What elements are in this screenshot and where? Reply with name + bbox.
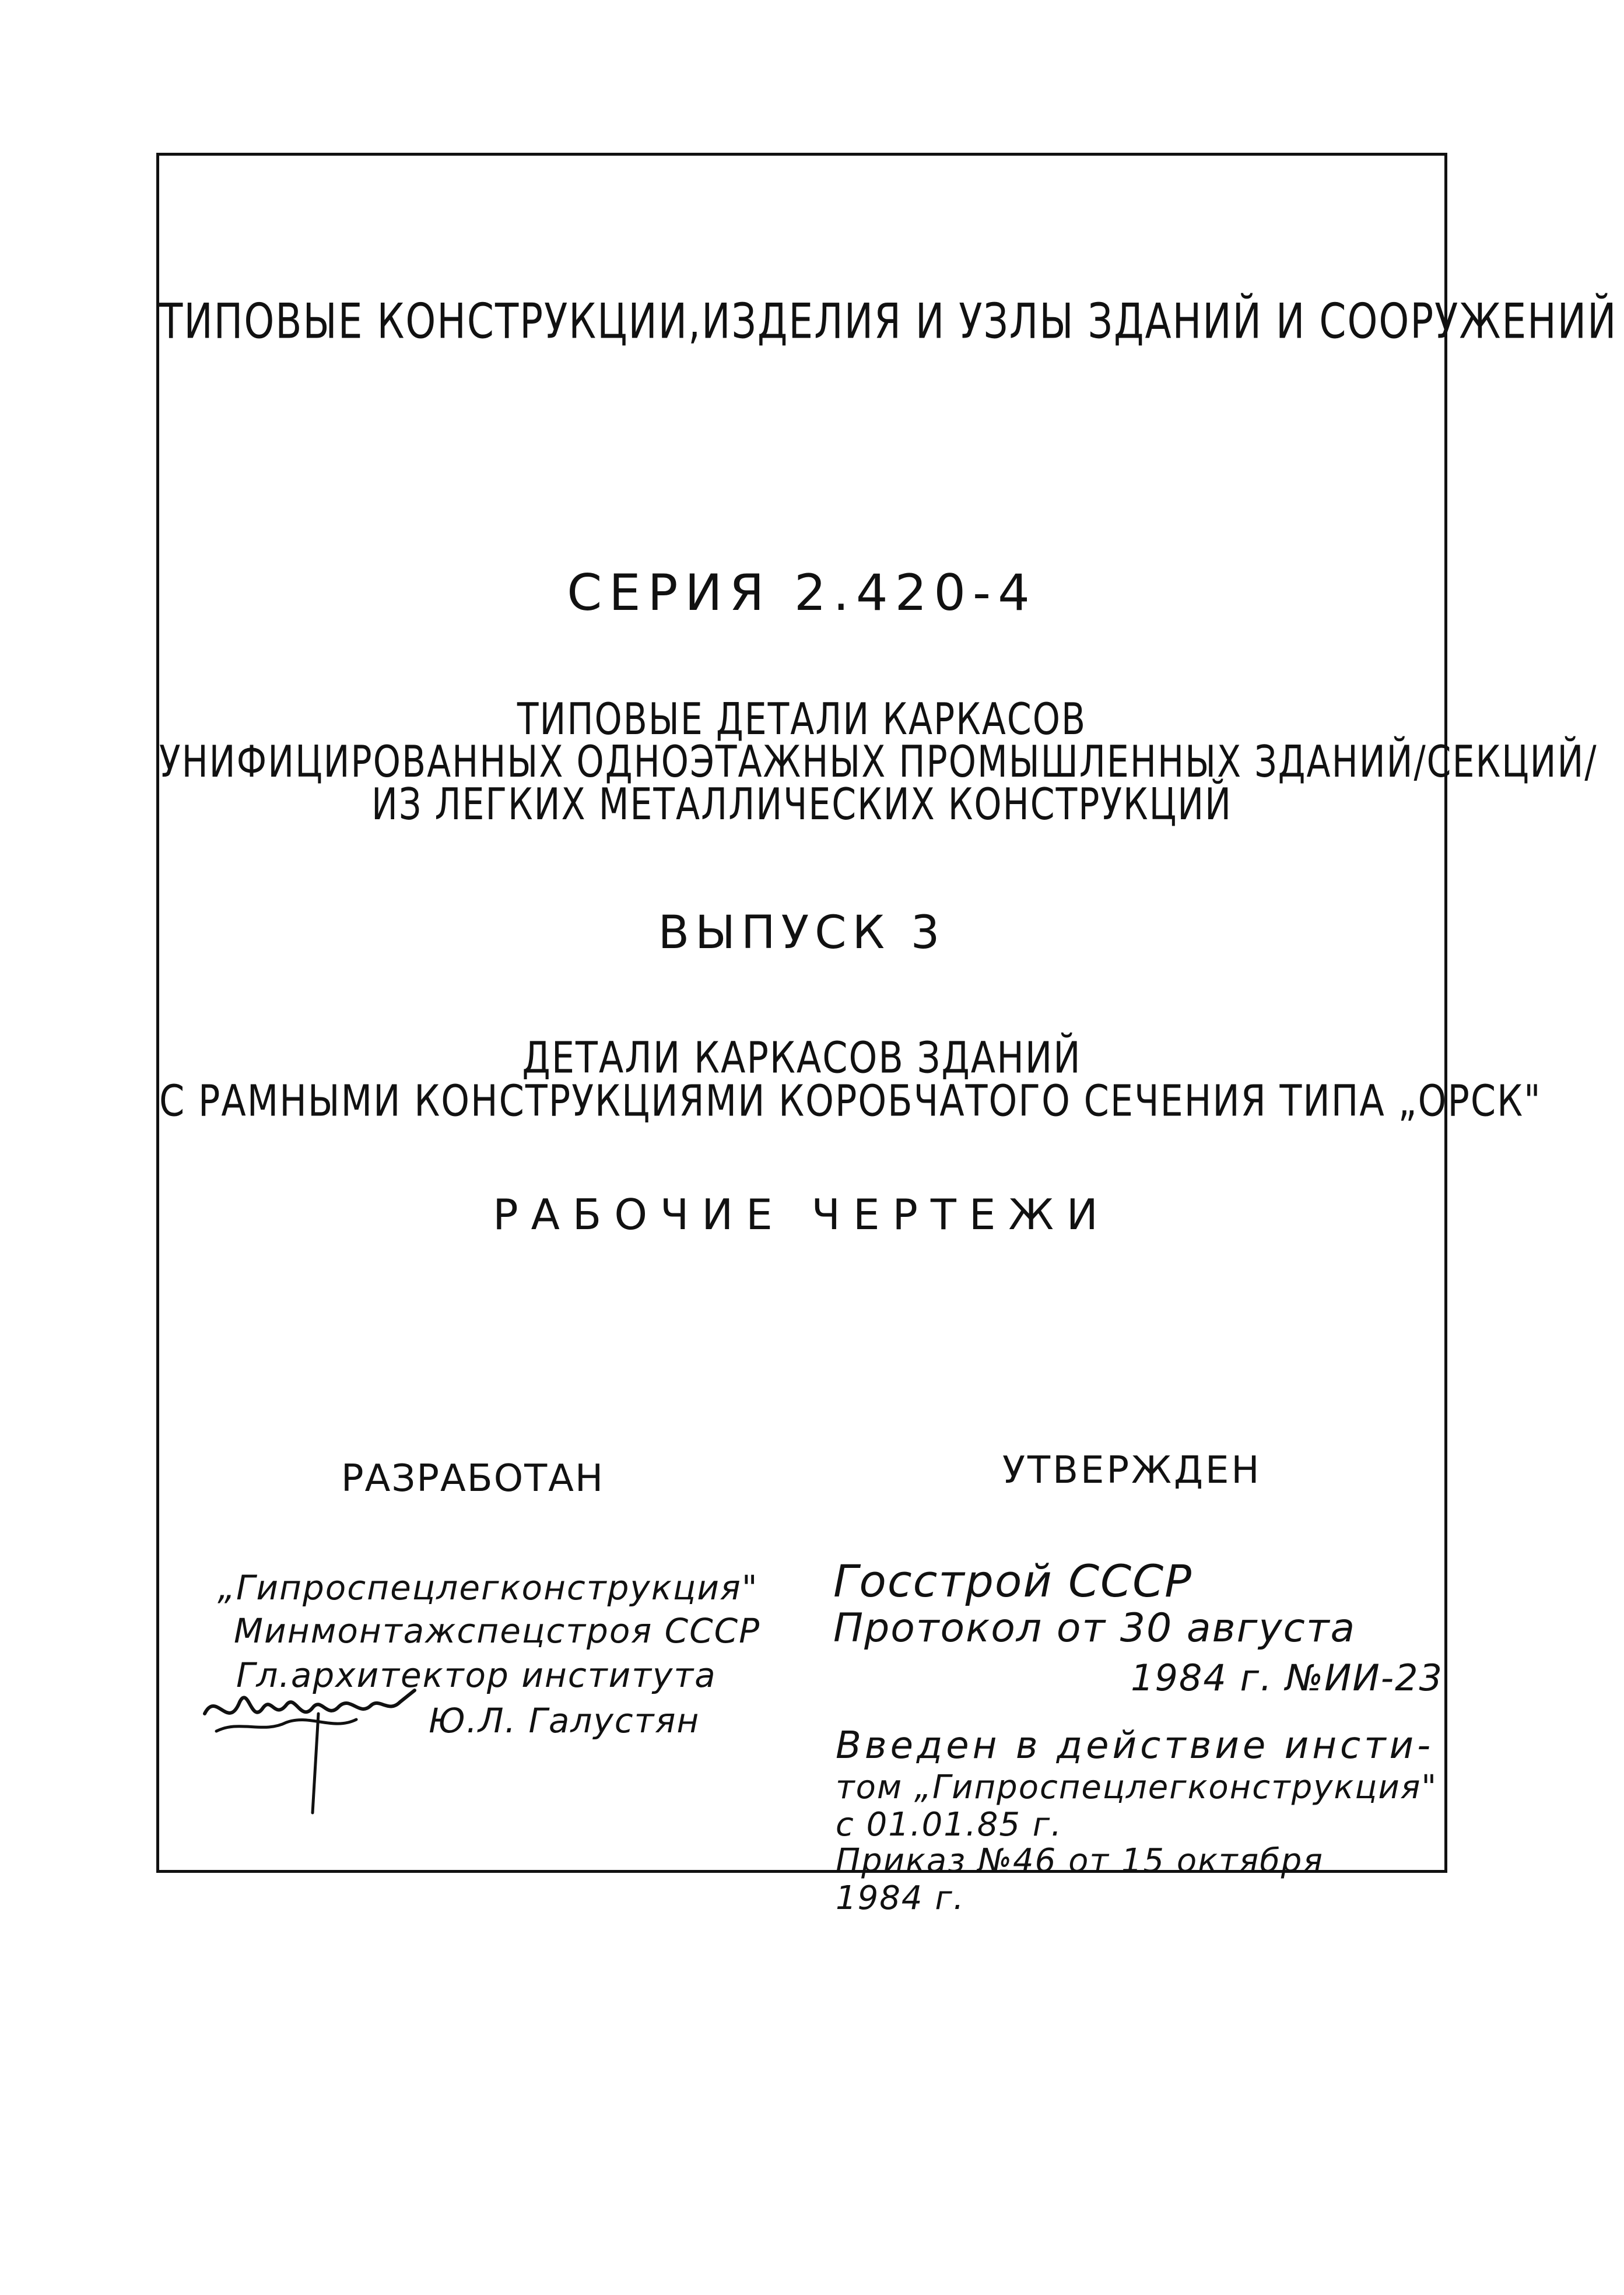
order-year: 1984 г. (836, 1879, 965, 1917)
order-line: Приказ №46 от 15 октября (836, 1842, 1324, 1880)
enactment-date: с 01.01.85 г. (836, 1806, 1062, 1844)
subject-line-3: ИЗ ЛЕГКИХ МЕТАЛЛИЧЕСКИХ КОНСТРУКЦИЙ (371, 779, 1232, 830)
subject-line-1: ТИПОВЫЕ ДЕТАЛИ КАРКАСОВ (517, 694, 1087, 745)
signature-icon (193, 1679, 426, 1819)
issue-detail-1: ДЕТАЛИ КАРКАСОВ ЗДАНИЙ (522, 1031, 1082, 1083)
approved-authority: Госстрой СССР (833, 1555, 1193, 1607)
subject-line-2: УНИФИЦИРОВАННЫХ ОДНОЭТАЖНЫХ ПРОМЫШЛЕННЫХ ЗДАНИЙ/СЕКЦИЙ/ (159, 736, 1598, 788)
issue-label: ВЫПУСК 3 (658, 907, 946, 959)
working-drawings-title: РАБОЧИЕ ЧЕРТЕЖИ (493, 1190, 1111, 1239)
developed-position: Гл.архитектор института (236, 1655, 717, 1695)
approved-heading: УТВЕРЖДЕН (1002, 1449, 1262, 1492)
developed-ministry: Минмонтажспецстроя СССР (234, 1611, 761, 1651)
approved-protocol-year: 1984 г. №ИИ-23 (1131, 1657, 1443, 1699)
approved-protocol: Протокол от 30 августа (833, 1605, 1356, 1651)
series-number: СЕРИЯ 2.420-4 (567, 564, 1037, 622)
developed-org: „Гипроспецлегконструкция" (218, 1568, 759, 1608)
enactment-line-2: том „Гипроспецлегконструкция" (836, 1768, 1438, 1806)
issue-detail-2: С РАМНЫМИ КОНСТРУКЦИЯМИ КОРОБЧАТОГО СЕЧЕНИЯ ТИПА „ОРСК" (159, 1075, 1542, 1127)
series-heading: ТИПОВЫЕ КОНСТРУКЦИИ,ИЗДЕЛИЯ И УЗЛЫ ЗДАНИЙ И СООРУЖЕНИЙ (159, 293, 1618, 350)
page-frame (156, 153, 1618, 1917)
enactment-line-1: Введен в действие инсти- (836, 1724, 1434, 1767)
developed-heading: РАЗРАБОТАН (341, 1457, 605, 1500)
developed-name: Ю.Л. Галустян (429, 1701, 700, 1740)
